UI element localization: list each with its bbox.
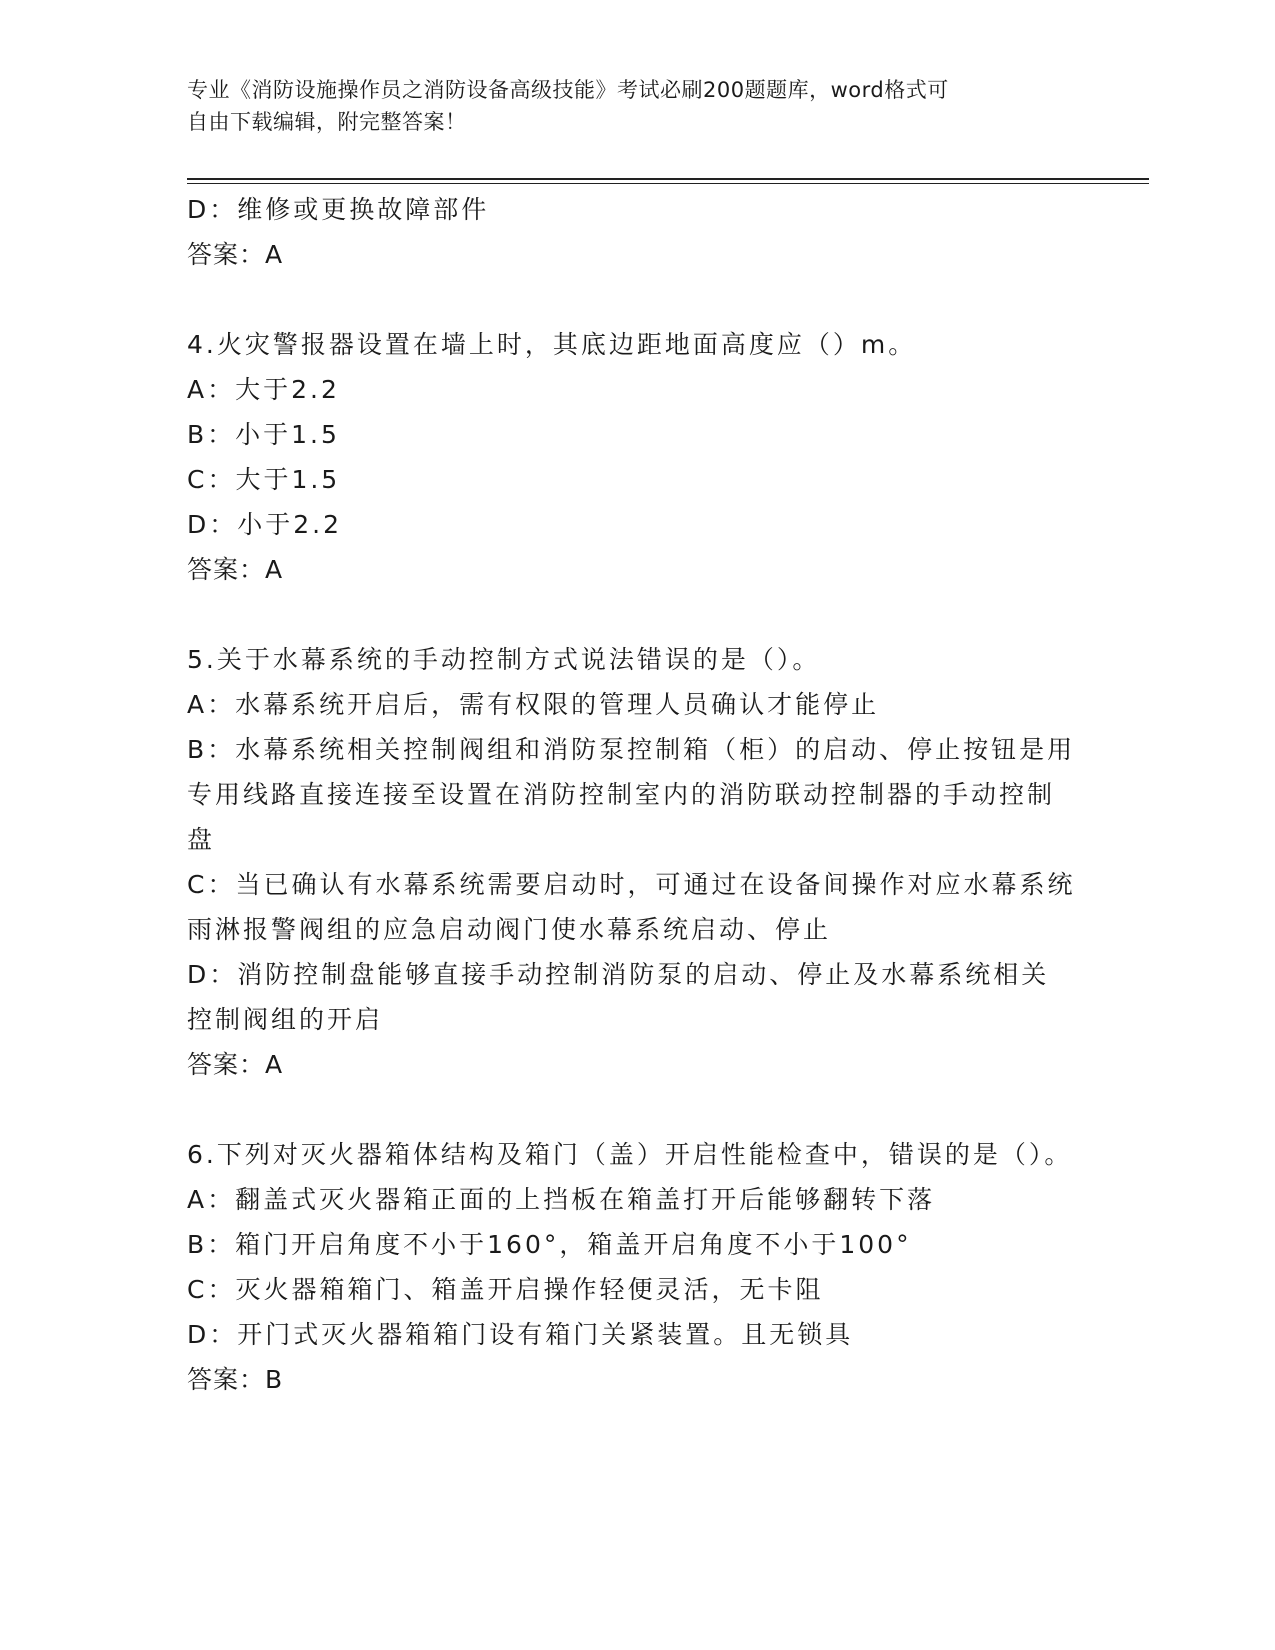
option-b: B：小于1.5 bbox=[187, 420, 340, 449]
answer-line: 答案：A bbox=[187, 1050, 284, 1079]
header-line-1: 专业《消防设施操作员之消防设备高级技能》考试必刷200题题库，word格式可 bbox=[187, 78, 949, 102]
option-a: A：水幕系统开启后，需有权限的管理人员确认才能停止 bbox=[187, 690, 880, 719]
question-stem: 5.关于水幕系统的手动控制方式说法错误的是（）。 bbox=[187, 645, 821, 674]
option-b: B：水幕系统相关控制阀组和消防泵控制箱（柜）的启动、停止按钮是用专用线路直接连接至设置在消防控制室内的消防联动控制器的手动控制盘 bbox=[187, 735, 1076, 854]
question-5 bbox=[187, 637, 1077, 1087]
question-4 bbox=[187, 322, 1077, 592]
question-stem: 6.下列对灭火器箱体结构及箱门（盖）开启性能检查中，错误的是（）。 bbox=[187, 1140, 1073, 1169]
option-c: C：大于1.5 bbox=[187, 465, 341, 494]
option-d: D：小于2.2 bbox=[187, 510, 343, 539]
header-divider-thin bbox=[187, 183, 1149, 184]
option-a: A：大于2.2 bbox=[187, 375, 340, 404]
answer-line: 答案：A bbox=[187, 240, 284, 269]
answer-line: 答案：A bbox=[187, 555, 284, 584]
header-divider-thick bbox=[187, 178, 1149, 180]
option-c: C：灭火器箱箱门、箱盖开启操作轻便灵活，无卡阻 bbox=[187, 1275, 824, 1304]
option-a: A：翻盖式灭火器箱正面的上挡板在箱盖打开后能够翻转下落 bbox=[187, 1185, 936, 1214]
question-6 bbox=[187, 1132, 1077, 1402]
document-header bbox=[187, 74, 1087, 138]
option-b: B：箱门开启角度不小于160°，箱盖开启角度不小于100° bbox=[187, 1230, 912, 1259]
question-fragment-3 bbox=[187, 187, 1077, 277]
question-content bbox=[187, 187, 1077, 1402]
option-d: D：消防控制盘能够直接手动控制消防泵的启动、停止及水幕系统相关控制阀组的开启 bbox=[187, 960, 1050, 1034]
option-c: C：当已确认有水幕系统需要启动时，可通过在设备间操作对应水幕系统雨淋报警阀组的应急启动阀门使水幕系统启动、停止 bbox=[187, 870, 1076, 944]
header-line-2: 自由下载编辑，附完整答案！ bbox=[187, 110, 467, 134]
option-d: D：维修或更换故障部件 bbox=[187, 195, 490, 224]
question-stem: 4.火灾警报器设置在墙上时，其底边距地面高度应（）m。 bbox=[187, 330, 917, 359]
answer-line: 答案：B bbox=[187, 1365, 284, 1394]
option-d: D：开门式灭火器箱箱门设有箱门关紧装置。且无锁具 bbox=[187, 1320, 854, 1349]
